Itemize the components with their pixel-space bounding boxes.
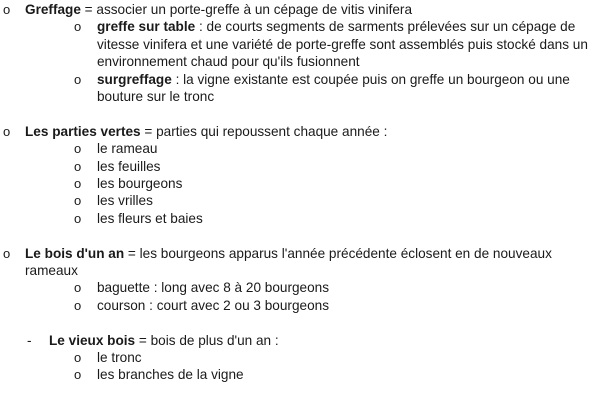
sub-bullet-marker: o	[74, 176, 82, 192]
term-bois-un-an: Le bois d'un an	[25, 245, 125, 261]
definition-parties-vertes: = parties qui repoussent chaque année :	[140, 123, 388, 139]
text-branches: les branches de la vigne	[97, 367, 244, 383]
sub-item-feuilles	[0, 158, 602, 175]
term-vieux-bois: Le vieux bois	[49, 332, 136, 348]
text-fleurs-baies: les fleurs et baies	[97, 210, 203, 226]
definition-bois-un-an: = les bourgeons apparus l'année précédente éclosent en de nouveaux rameaux	[25, 245, 552, 279]
sub-item-rameau	[0, 140, 602, 157]
text-feuilles: les feuilles	[97, 158, 161, 174]
bullet-marker: o	[3, 2, 11, 17]
term-greffage: Greffage	[25, 2, 81, 17]
sub-item-surgreffage	[0, 71, 602, 106]
term-greffe-sur-table: greffe sur table	[97, 19, 196, 35]
text-bourgeons: les bourgeons	[97, 176, 183, 192]
sub-item-fleurs-baies	[0, 210, 602, 227]
sub-bullet-marker: o	[74, 141, 82, 157]
term-surgreffage: surgreffage	[97, 71, 172, 87]
sub-item-baguette	[0, 279, 602, 296]
term-parties-vertes: Les parties vertes	[25, 123, 141, 139]
sub-item-bourgeons	[0, 175, 602, 192]
text-baguette: baguette : long avec 8 à 20 bourgeons	[97, 280, 330, 296]
spacer	[0, 314, 602, 331]
sub-bullet-marker: o	[74, 71, 82, 87]
document-body	[0, 1, 602, 384]
sub-item-branches	[0, 366, 602, 383]
text-surgreffage: : la vigne existante est coupée puis on greffe un bourgeon ou une bouture sur le tronc	[97, 71, 570, 105]
sub-bullet-marker: o	[74, 210, 82, 226]
dash-marker: -	[27, 332, 32, 348]
sub-bullet-marker: o	[74, 367, 82, 383]
definition-greffage: = associer un porte-greffe à un cépage de vitis vinifera	[80, 2, 413, 17]
list-item-vieux-bois	[0, 332, 602, 349]
sub-item-greffe-sur-table	[0, 18, 602, 70]
sub-bullet-marker: o	[74, 350, 82, 366]
list-item-bois-un-an	[0, 245, 602, 280]
sub-bullet-marker: o	[74, 19, 82, 35]
definition-vieux-bois: = bois de plus d'un an :	[135, 332, 279, 348]
text-greffe-sur-table: : de courts segments de sarments prélevées sur un cépage de vitesse vinifera et une variété de porte-greffe sont assemblés puis stocké dans un environnement chaud pour qu'ils fusionnent	[97, 19, 588, 70]
sub-bullet-marker: o	[74, 297, 82, 313]
sub-item-vrilles	[0, 192, 602, 209]
text-vrilles: les vrilles	[97, 193, 153, 209]
sub-bullet-marker: o	[74, 280, 82, 296]
spacer	[0, 105, 602, 122]
text-rameau: le rameau	[97, 141, 158, 157]
text-courson: courson : court avec 2 ou 3 bourgeons	[97, 297, 329, 313]
bullet-marker: o	[3, 123, 11, 139]
sub-item-tronc	[0, 349, 602, 366]
list-item-parties-vertes	[0, 123, 602, 140]
sub-item-courson	[0, 297, 602, 314]
text-tronc: le tronc	[97, 350, 142, 366]
list-item-greffage	[0, 1, 602, 18]
spacer	[0, 227, 602, 244]
sub-bullet-marker: o	[74, 193, 82, 209]
sub-bullet-marker: o	[74, 158, 82, 174]
bullet-marker: o	[3, 245, 11, 261]
